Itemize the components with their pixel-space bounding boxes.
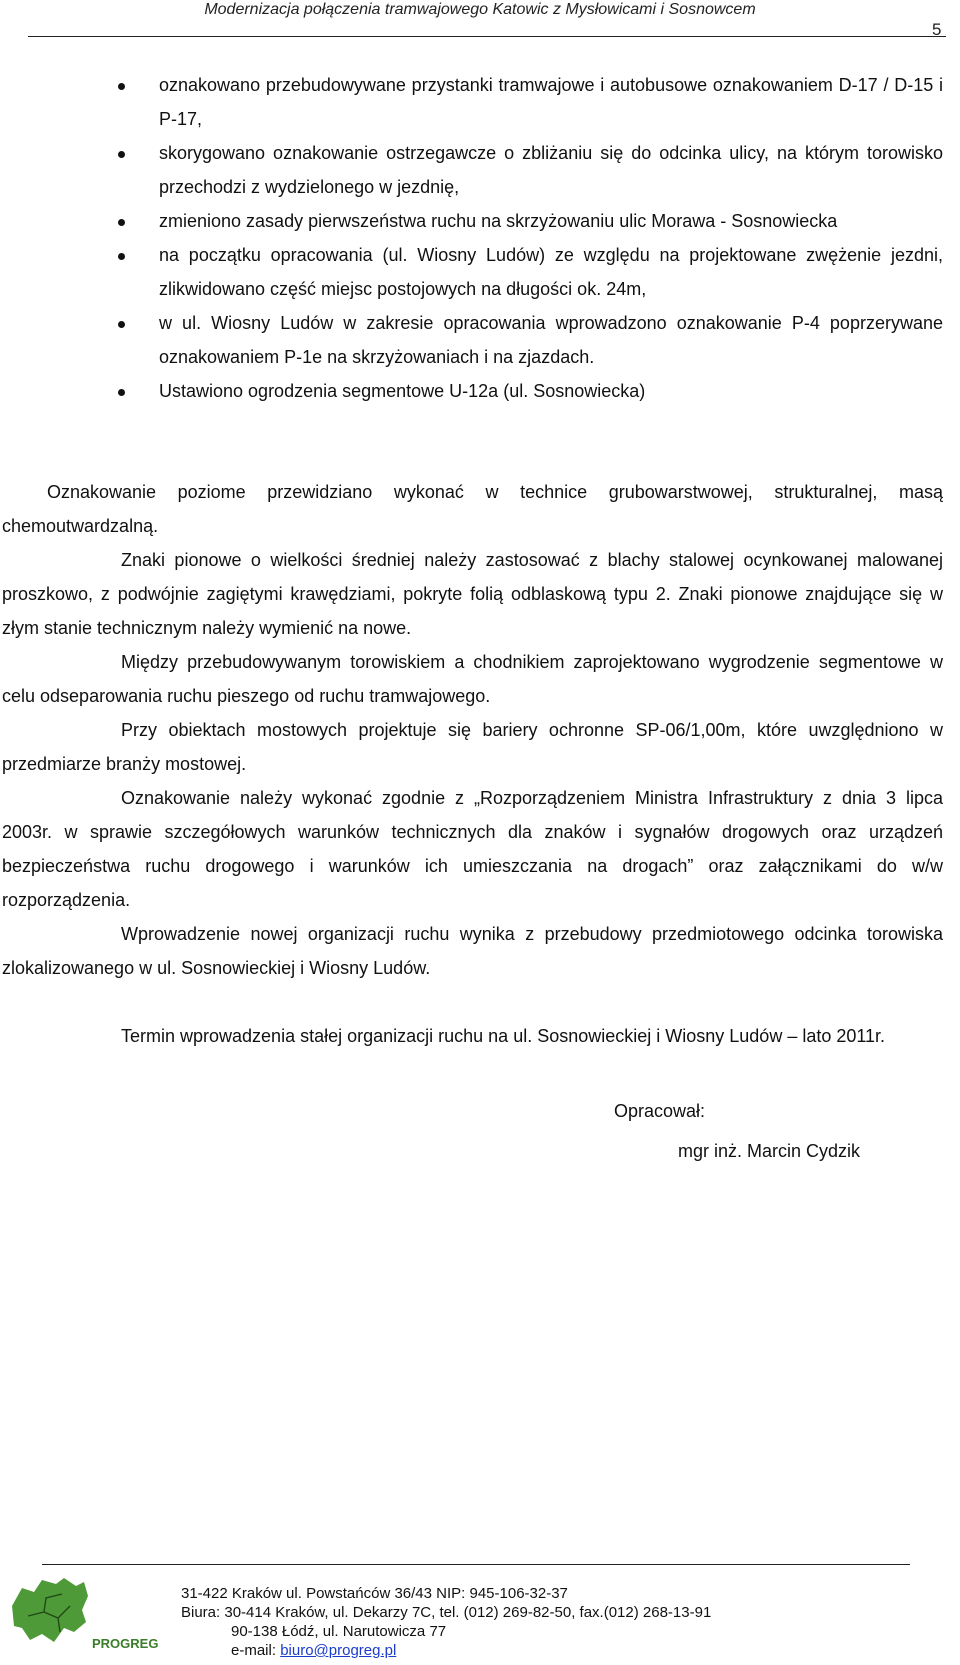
list-item-text: w ul. Wiosny Ludów w zakresie opracowania wprowadzono oznakowanie P-4 poprzerywane oznakowaniem P-1e na skrzyżowaniach i na zjazdach. xyxy=(159,313,943,367)
page-header xyxy=(0,0,960,40)
logo-text: PROGREG xyxy=(92,1636,159,1651)
footer-address: 31-422 Kraków ul. Powstańców 36/43 NIP: 945-106-32-37 xyxy=(181,1585,568,1602)
bullet-list xyxy=(0,68,960,408)
list-item-text: Ustawiono ogrodzenia segmentowe U-12a (ul. Sosnowiecka) xyxy=(159,381,646,401)
paragraph-segment-fence: Między przebudowywanym torowiskiem a chodnikiem zaprojektowano wygrodzenie segmentowe w celu odseparowania ruchu pieszego od ruchu tramwajowego. xyxy=(2,652,943,706)
email-label: e-mail: xyxy=(231,1642,281,1659)
list-item-text: zmieniono zasady pierwszeństwa ruchu na skrzyżowaniu ulic Morawa - Sosnowiecka xyxy=(159,211,838,231)
bullet-icon xyxy=(118,83,125,90)
bullet-icon xyxy=(118,253,125,260)
footer-lodz-address: 90-138 Łódź, ul. Narutowicza 77 xyxy=(231,1623,447,1640)
bullet-icon xyxy=(118,389,125,396)
header-title: Modernizacja połączenia tramwajowego Katowic z Mysłowicami i Sosnowcem xyxy=(204,1,756,18)
list-item-text: na początku opracowania (ul. Wiosny Ludów) ze względu na projektowane zwężenie jezdni, zlikwidowano część miejsc postojowych na długości ok. 24m, xyxy=(159,245,943,299)
bullet-icon xyxy=(118,219,125,226)
progreg-logo xyxy=(8,1576,184,1660)
email-link[interactable]: biuro@progreg.pl xyxy=(280,1642,397,1659)
footer-email xyxy=(231,1641,396,1660)
list-item xyxy=(0,68,960,136)
bullet-icon xyxy=(118,321,125,328)
list-item xyxy=(0,204,960,238)
paragraph-new-organization: Wprowadzenie nowej organizacji ruchu wynika z przebudowy przedmiotowego odcinka torowiska zlokalizowanego w ul. Sosnowieckiej i Wiosny Ludów. xyxy=(2,924,943,978)
bullet-icon xyxy=(118,151,125,158)
list-item-text: oznakowano przebudowywane przystanki tramwajowe i autobusowe oznakowaniem D-17 / D-15 i P-17, xyxy=(159,75,943,129)
paragraph-signs-vertical: Znaki pionowe o wielkości średniej należy zastosować z blachy stalowej ocynkowanej malowanej proszkowo, z podwójnie zagiętymi krawędziami, pokryte folią odblaskową typu 2. Znaki pionowe znajdujące się w złym stanie technicznym należy wymienić na nowe. xyxy=(2,550,943,638)
signature-label: Opracował: xyxy=(614,1101,706,1121)
body-paragraphs xyxy=(0,475,960,1053)
footer-rule xyxy=(42,1564,910,1565)
list-item xyxy=(0,306,960,374)
page-number: 5 xyxy=(932,20,942,39)
footer-office: Biura: 30-414 Kraków, ul. Dekarzy 7C, tel. (012) 269-82-50, fax.(012) 268-13-91 xyxy=(181,1604,712,1621)
list-item xyxy=(0,136,960,204)
paragraph-regulation: Oznakowanie należy wykonać zgodnie z „Rozporządzeniem Ministra Infrastruktury z dnia 3 lipca 2003r. w sprawie szczegółowych warunków technicznych dla znaków i sygnałów drogowych oraz urządzeń bezpieczeństwa ruchu drogowego i warunków ich umieszczania na drogach” oraz załącznikami do w/w rozporządzenia. xyxy=(2,788,943,910)
paragraph-term: Termin wprowadzenia stałej organizacji ruchu na ul. Sosnowieckiej i Wiosny Ludów – lato 2011r. xyxy=(121,1026,886,1046)
list-item xyxy=(0,238,960,306)
header-rule xyxy=(28,36,946,37)
list-item xyxy=(0,374,960,408)
signature-block xyxy=(0,1094,960,1174)
paragraph-marking-horizontal: Oznakowanie poziome przewidziano wykonać w technice grubowarstwowej, strukturalnej, masą chemoutwardzalną. xyxy=(2,482,943,536)
signature-name: mgr inż. Marcin Cydzik xyxy=(678,1141,861,1161)
paragraph-bridge-barriers: Przy obiektach mostowych projektuje się bariery ochronne SP-06/1,00m, które uwzględniono w przedmiarze branży mostowej. xyxy=(2,720,943,774)
page-footer xyxy=(0,1548,960,1663)
list-item-text: skorygowano oznakowanie ostrzegawcze o zbliżaniu się do odcinka ulicy, na którym torowisko przechodzi z wydzielonego w jezdnię, xyxy=(159,143,943,197)
